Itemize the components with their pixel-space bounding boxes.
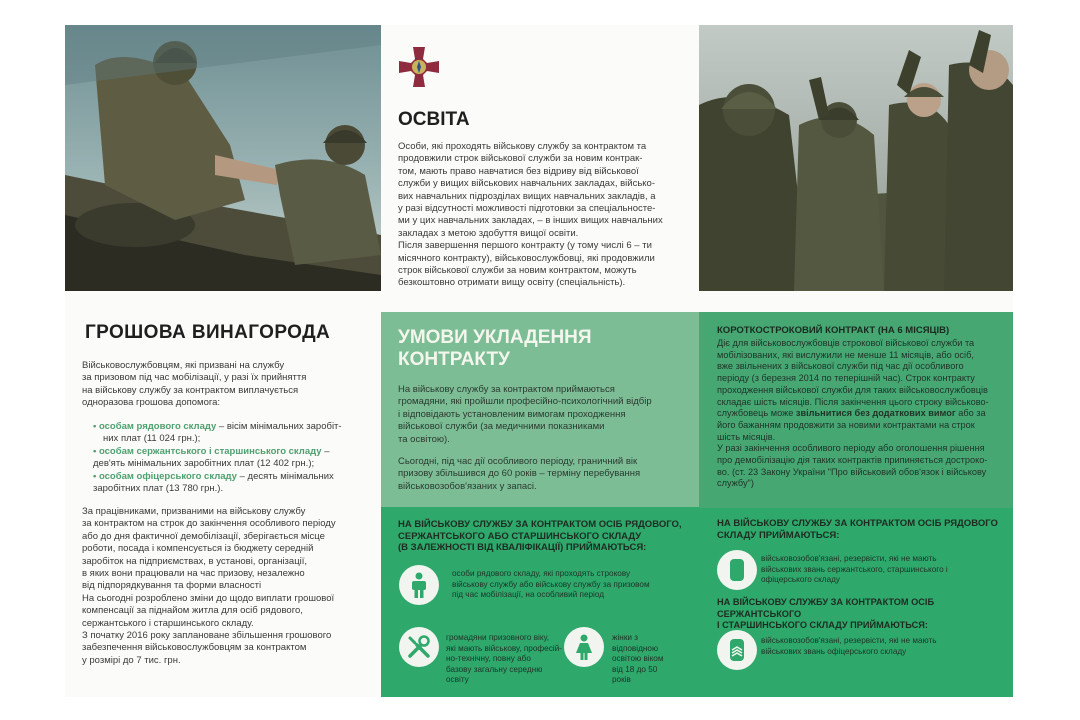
bullet-sergeant-line2: дев'ять мінімальних заробітних плат (12 402 грн.); xyxy=(93,458,315,470)
short-line: періоду (з березня 2014 по теперішній час). Строк контракту xyxy=(717,373,975,384)
item-conscripts xyxy=(452,569,692,601)
sergeant-title-line: І СТАРШИНСЬКОГО СКЛАДУ ПРИЙМАЮТЬСЯ: xyxy=(717,620,928,631)
private-title-line: СКЛАДУ ПРИЙМАЮТЬСЯ: xyxy=(717,529,840,541)
person-icon xyxy=(399,565,439,605)
short-contract-block xyxy=(699,312,1013,508)
private-rank-title xyxy=(717,518,1013,541)
para2-line: компенсації за піднайом житла для осіб рядового, xyxy=(82,605,303,617)
terms-line: громадяни, які пройшли професійно-психологічний відбір xyxy=(398,396,652,408)
edu-line: закладах з метою здобуття вищої освіти. xyxy=(398,227,579,239)
para2-line: сержантського і старшинського складу. xyxy=(82,617,254,629)
bullet-officer-line2: заробітних плат (13 780 грн.). xyxy=(93,483,224,495)
photo-soldiers-celebrating xyxy=(699,25,1013,291)
para2-line: роботи, посада і компенсується із бюджету середній xyxy=(82,543,314,555)
column-education xyxy=(381,25,699,697)
para2-line: З початку 2016 року заплановане збільшення грошового xyxy=(82,630,332,642)
short-line: про демобілізацію дія таких контрактів припиняється достроко- xyxy=(717,455,988,466)
ranks-title-line: НА ВІЙСЬКОВУ СЛУЖБУ ЗА КОНТРАКТОМ ОСІБ РЯДОВОГО, xyxy=(398,519,682,530)
short-line: службу") xyxy=(717,478,754,489)
blank-insignia-icon xyxy=(717,550,757,590)
money-intro-line: одноразова грошова допомога: xyxy=(82,397,221,409)
private-rank-item xyxy=(761,554,1011,586)
contract-terms-p2 xyxy=(398,456,688,493)
short-line-mixed: службовець може звільнитися без додаткових вимог або за xyxy=(717,408,986,419)
short-line: во. (ст. 23 Закону України "Про військовий обов'язок і військову xyxy=(717,466,987,477)
bullet-officer: • особам офіцерського складу – десять мінімальних xyxy=(93,470,334,482)
para2-line: або до дня фактичної демобілізації, зберігається місце xyxy=(82,530,325,542)
terms-line: військовозобов'язаних у запасі. xyxy=(398,480,537,492)
short-contract-body xyxy=(717,338,1013,490)
private-item-line: військовозобов'язані, резервісти, які не мають xyxy=(761,554,937,563)
edu-line: служби у вищих військових навчальних закладах, військо- xyxy=(398,178,655,190)
edu-line: том, мають право навчатися без відриву від військової xyxy=(398,165,639,177)
ranks-title-line: СЕРЖАНТСЬКОГО АБО СТАРШИНСЬКОГО СКЛАДУ xyxy=(398,530,642,542)
short-contract-title: КОРОТКОСТРОКОВИЙ КОНТРАКТ (НА 6 МІСЯЦІВ) xyxy=(717,325,950,336)
edu-line: у разі відсутності можливості підготовки за спеціальносте- xyxy=(398,203,656,215)
sergeant-item-line: військових звань офіцерського складу xyxy=(761,646,907,656)
sergeant-insignia-icon xyxy=(717,630,757,670)
item2-line: базову загальну середню xyxy=(446,664,543,674)
sergeant-rank-item xyxy=(761,636,1011,657)
item3-line: відповідною xyxy=(612,643,659,653)
column-short-contract xyxy=(699,25,1013,697)
contract-terms-block xyxy=(381,312,699,507)
para2-line: від підпорядкування та форми власності xyxy=(82,580,262,592)
short-line: мобілізованих, які вислужили не менше 11 місяців, або осіб, xyxy=(717,349,974,360)
contract-terms-p1 xyxy=(398,384,688,446)
edu-line: вих навчальних підрозділах вищих навчальних закладів, а xyxy=(398,190,656,202)
contract-title-line: УМОВИ УКЛАДЕННЯ xyxy=(398,327,592,348)
item-civilians xyxy=(446,633,566,686)
para2-line: за контрактом на строк до закінчення особливого періоду xyxy=(82,518,336,530)
edu-line: ми у цих навчальних закладах, – в інших вищих навчальних xyxy=(398,215,663,227)
money-intro xyxy=(82,360,372,410)
accepted-ranks-title xyxy=(398,519,694,554)
short-line: вже звільнених з військової служби під час дії особливого xyxy=(717,361,964,372)
money-para2 xyxy=(82,506,378,667)
money-title: ГРОШОВА ВИНАГОРОДА xyxy=(85,322,331,343)
item1-line: військову службу або військову службу за призовом xyxy=(452,579,650,589)
item1-line: під час мобілізації, на особливий період xyxy=(452,590,605,600)
terms-line: військової служби (за медичними показниками xyxy=(398,421,605,433)
sergeant-title-line: НА ВІЙСЬКОВУ СЛУЖБУ ЗА КОНТРАКТОМ ОСІБ СЕРЖАНТСЬКОГО xyxy=(717,597,935,619)
para2-line: На сьогодні розроблено зміни до щодо виплати грошової xyxy=(82,592,335,604)
contract-title-line: КОНТРАКТУ xyxy=(398,349,510,370)
short-line: складає шість місяців. Після закінчення цього строку військово- xyxy=(717,396,989,407)
item2-line: освіту xyxy=(446,675,469,685)
brochure-sheet xyxy=(65,25,1013,697)
rank-requirements-block xyxy=(699,508,1013,697)
terms-line: На військову службу за контрактом приймаються xyxy=(398,384,615,395)
money-intro-line: за призовом під час мобілізації, у разі їх прийняття xyxy=(82,372,307,384)
photo-soldiers-handshake xyxy=(65,25,381,291)
private-item-line: офіцерського складу xyxy=(761,575,841,585)
item2-line: громадяни призовного віку, xyxy=(446,633,550,642)
item3-line: від 18 до 50 xyxy=(612,664,658,674)
short-line: Діє для військовослужбовців строкової військової служби та xyxy=(717,338,975,348)
short-line: шість місяців. xyxy=(717,431,776,442)
sergeant-item-line: військовозобов'язані, резервісти, які не мають xyxy=(761,636,937,645)
money-bullets xyxy=(93,421,373,495)
item2-line: но-технічну, повну або xyxy=(446,654,531,664)
edu-line: Після завершення першого контракту (у тому числі 6 – ти xyxy=(398,240,652,252)
item-women xyxy=(612,633,692,686)
para2-line: у розмірі до 7 тис. грн. xyxy=(82,654,181,666)
item1-line: особи рядового складу, які проходять строкову xyxy=(452,569,631,578)
sergeant-rank-title xyxy=(717,597,1013,632)
edu-line: продовжили строк військової служби за новим контрак- xyxy=(398,153,643,165)
item2-line: які мають військову, професій- xyxy=(446,643,562,653)
short-line: його бажанням продовжити за новими контрактами на строк xyxy=(717,419,975,430)
terms-line: призову збільшився до 60 років – терміну перебування xyxy=(398,468,641,480)
bullet-private-line2: них плат (11 024 грн.); xyxy=(103,433,201,445)
para2-line: За працівниками, призваними на військову службу xyxy=(82,506,306,517)
edu-line: строк військової служби за новим контрактом, можуть xyxy=(398,265,637,277)
short-line: проходження військової служби для таких військовослужбовців xyxy=(717,384,988,395)
short-line: У разі закінчення особливого періоду або оголошення рішення xyxy=(717,443,985,454)
item3-line: освітою віком xyxy=(612,654,664,664)
money-intro-line: Військовослужбовцям, які призвані на службу xyxy=(82,360,285,371)
edu-line: безкоштовно отримати вищу освіту (спеціальність). xyxy=(398,277,626,289)
item3-line: років xyxy=(612,675,631,685)
money-intro-line: на військову службу за контрактом виплачується xyxy=(82,384,299,396)
education-title: ОСВІТА xyxy=(398,109,470,130)
terms-line: Сьогодні, під час дії особливого періоду, граничний вік xyxy=(398,456,638,467)
cross-emblem-icon xyxy=(399,47,439,87)
para2-line: забезпечення військовослужбовцям за контрактом xyxy=(82,642,307,654)
edu-line: Особи, які проходять військову службу за контрактом та xyxy=(398,141,647,152)
edu-line: місячного контракту), військовослужбовці, які продовжили xyxy=(398,252,655,264)
column-money-reward xyxy=(65,25,381,697)
accepted-ranks-block xyxy=(381,507,699,697)
item3-line: жінки з xyxy=(612,633,639,642)
bullet-sergeant: • особам сержантського і старшинського складу – xyxy=(93,445,330,457)
bullet-private: • особам рядового складу – вісім мінімальних заробіт- xyxy=(93,421,342,432)
para2-line: заробіток на підприємствах, в установі, організації, xyxy=(82,555,308,567)
private-item-line: військових звань сержантського, старшинського і xyxy=(761,564,948,574)
tools-icon xyxy=(399,627,439,667)
terms-line: і відповідають установленим вимогам проходження xyxy=(398,408,626,420)
private-title-line: НА ВІЙСЬКОВУ СЛУЖБУ ЗА КОНТРАКТОМ ОСІБ РЯДОВОГО xyxy=(717,518,998,529)
contract-terms-title xyxy=(398,327,592,371)
terms-line: та освітою). xyxy=(398,433,450,445)
education-body xyxy=(398,141,694,290)
para2-line: в яких вони працювали на час призову, незалежно xyxy=(82,568,305,580)
ranks-title-line: (В ЗАЛЕЖНОСТІ ВІД КВАЛІФІКАЦІЇ) ПРИЙМАЮТЬСЯ: xyxy=(398,542,647,554)
woman-icon xyxy=(564,627,604,667)
